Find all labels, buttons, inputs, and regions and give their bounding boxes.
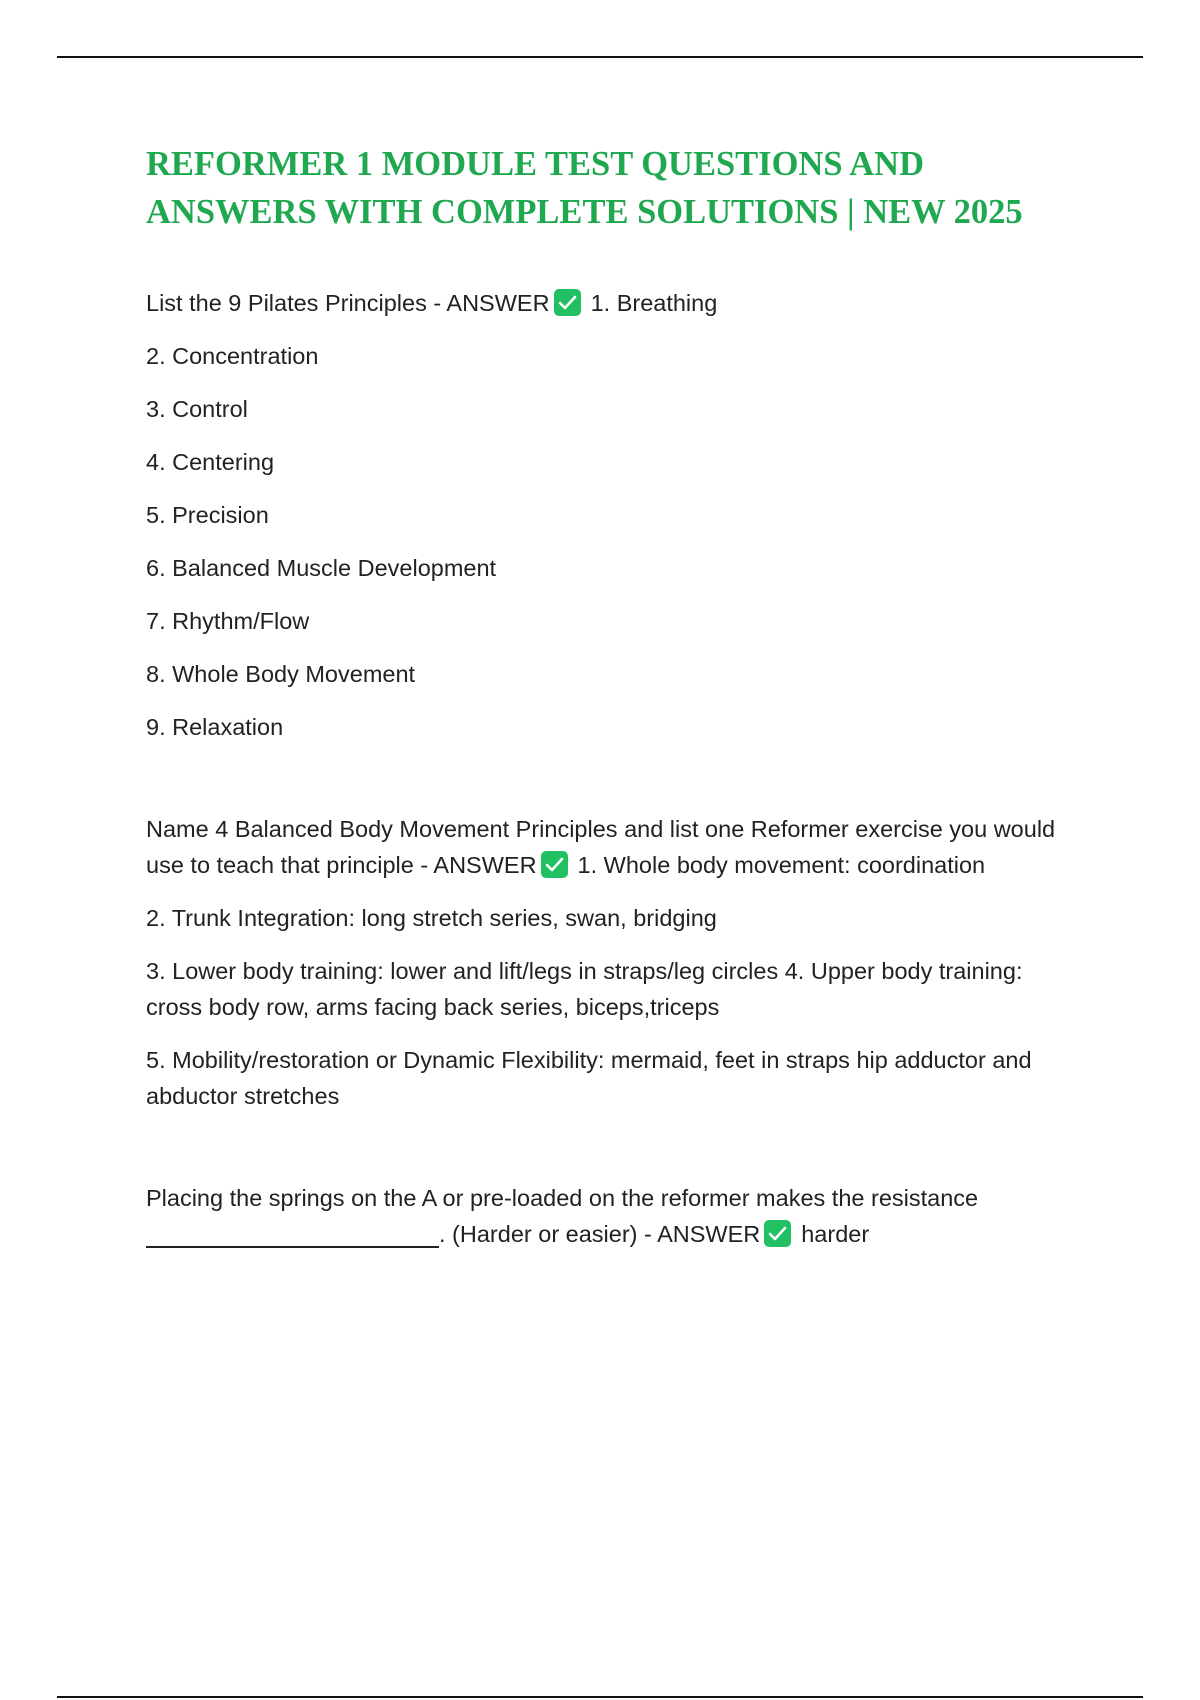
answer-item: 7. Rhythm/Flow	[146, 608, 310, 634]
question-2-prompt: Name 4 Balanced Body Movement Principles and list one Reformer exercise you would use to teach that principle - ANSWER	[146, 816, 1056, 878]
title-line-1: REFORMER 1 MODULE TEST QUESTIONS AND	[146, 145, 925, 183]
answer-blank	[146, 1220, 439, 1248]
answer-item: 6. Balanced Muscle Development	[146, 555, 497, 581]
question-3-prompt-after: . (Harder or easier) - ANSWER	[439, 1221, 761, 1247]
question-1-prompt: List the 9 Pilates Principles - ANSWER	[146, 290, 550, 316]
answer-item: 4. Centering	[146, 449, 275, 475]
answer-item: 9. Relaxation	[146, 714, 284, 740]
answer-item: 5. Mobility/restoration or Dynamic Flexibility: mermaid, feet in straps hip adductor and abductor stretches	[146, 1047, 1032, 1109]
check-mark-icon	[541, 851, 568, 878]
question-3	[146, 1180, 1076, 1252]
check-mark-icon	[764, 1220, 791, 1247]
top-rule	[57, 56, 1143, 58]
check-mark-icon	[554, 289, 581, 316]
answer-item: 2. Trunk Integration: long stretch series, swan, bridging	[146, 905, 717, 931]
question-block-2	[146, 811, 1076, 1114]
title-line-2: ANSWERS WITH COMPLETE SOLUTIONS | NEW 2025	[146, 193, 1023, 231]
question-3-prompt-before: Placing the springs on the A or pre-loaded on the reformer makes the resistance	[146, 1185, 979, 1211]
question-2-answer-first: 1. Whole body movement: coordination	[577, 852, 986, 878]
question-1-answer-first: 1. Breathing	[590, 290, 718, 316]
answer-item: 2. Concentration	[146, 343, 319, 369]
question-block-3	[146, 1180, 1076, 1252]
question-block-1	[146, 285, 1076, 745]
document-body	[146, 140, 1076, 1269]
answer-item: 3. Control	[146, 396, 248, 422]
question-2	[146, 811, 1076, 883]
answer-item: 3. Lower body training: lower and lift/legs in straps/leg circles 4. Upper body training: cross body row, arms facing back series, biceps,triceps	[146, 958, 1023, 1020]
question-3-answer: harder	[801, 1221, 870, 1247]
document-title	[146, 140, 1076, 236]
answer-item: 5. Precision	[146, 502, 269, 528]
question-1	[146, 285, 1076, 321]
bottom-rule	[57, 1696, 1143, 1698]
answer-item: 8. Whole Body Movement	[146, 661, 416, 687]
